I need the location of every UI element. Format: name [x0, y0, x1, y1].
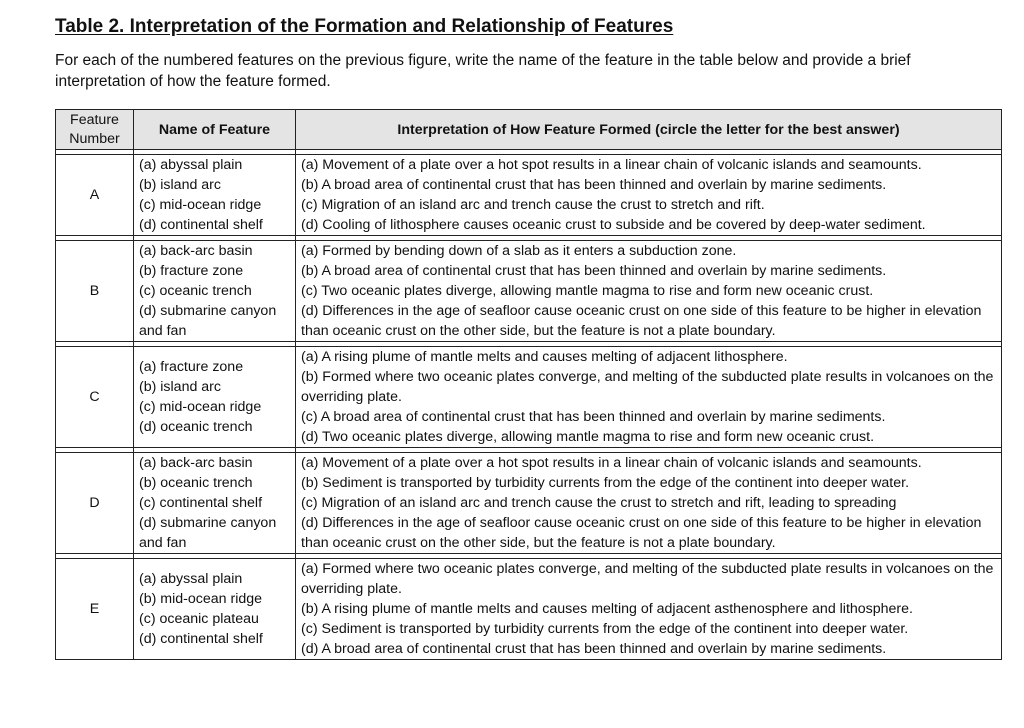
interpretation-option[interactable]: (a) Movement of a plate over a hot spot results in a linear chain of volcanic islands and seamounts. [301, 157, 922, 173]
interpretation-option[interactable]: (b) Sediment is transported by turbidity currents from the edge of the continent into deeper water. [301, 475, 910, 491]
interpretation-option[interactable]: (c) A broad area of continental crust that has been thinned and overlain by marine sediments. [301, 409, 886, 425]
feature-number: D [56, 453, 134, 554]
table-row-b [56, 241, 1002, 342]
interpretation-option[interactable]: (d) Differences in the age of seafloor cause oceanic crust on one side of this feature to be higher in elevation than oceanic crust on the other side, but the feature is not a plate boundary. [301, 303, 982, 339]
interpretation-option[interactable]: (c) Two oceanic plates diverge, allowing mantle magma to rise and form new oceanic crust. [301, 283, 874, 299]
table-row-d [56, 453, 1002, 554]
name-option[interactable]: (a) abyssal plain [139, 157, 243, 173]
name-option[interactable]: (a) fracture zone [139, 359, 244, 375]
header-feature-number [56, 110, 134, 150]
interpretation-options [296, 155, 1002, 236]
header-feature-number-line1: Feature [70, 111, 119, 128]
name-option[interactable]: (c) oceanic plateau [139, 611, 259, 627]
feature-name-options [134, 241, 296, 342]
name-option[interactable]: (a) back-arc basin [139, 243, 253, 259]
interpretation-options [296, 453, 1002, 554]
table-row-e [56, 559, 1002, 660]
name-option[interactable]: (c) mid-ocean ridge [139, 197, 262, 213]
features-table [55, 109, 1002, 660]
table-row-c [56, 347, 1002, 448]
interpretation-option[interactable]: (d) Differences in the age of seafloor cause oceanic crust on one side of this feature to be higher in elevation than oceanic crust on the other side, but the feature is not a plate boundary. [301, 515, 982, 551]
feature-number: A [56, 155, 134, 236]
name-option[interactable]: (b) island arc [139, 177, 222, 193]
name-option[interactable]: (b) island arc [139, 379, 222, 395]
name-option[interactable]: (a) back-arc basin [139, 455, 253, 471]
instructions-text: For each of the numbered features on the previous figure, write the name of the feature in the table below and provide a brief interpretation of how the feature formed. [55, 52, 911, 90]
feature-name-options [134, 453, 296, 554]
interpretation-option[interactable]: (c) Migration of an island arc and trench cause the crust to stretch and rift. [301, 197, 765, 213]
name-option[interactable]: (d) submarine canyon and fan [139, 303, 277, 339]
interpretation-options [296, 241, 1002, 342]
name-option[interactable]: (a) abyssal plain [139, 571, 243, 587]
interpretation-option[interactable]: (b) A broad area of continental crust that has been thinned and overlain by marine sediments. [301, 177, 887, 193]
feature-name-options [134, 347, 296, 448]
feature-number: B [56, 241, 134, 342]
name-option[interactable]: (b) mid-ocean ridge [139, 591, 263, 607]
name-option[interactable]: (d) oceanic trench [139, 419, 253, 435]
interpretation-option[interactable]: (d) Cooling of lithosphere causes oceanic crust to subside and be covered by deep-water sediment. [301, 217, 926, 233]
interpretation-option[interactable]: (a) Formed by bending down of a slab as it enters a subduction zone. [301, 243, 737, 259]
interpretation-option[interactable]: (c) Migration of an island arc and trench cause the crust to stretch and rift, leading to spreading [301, 495, 897, 511]
name-option[interactable]: (c) oceanic trench [139, 283, 252, 299]
interpretation-options [296, 559, 1002, 660]
name-option[interactable]: (c) continental shelf [139, 495, 263, 511]
interpretation-option[interactable]: (a) Movement of a plate over a hot spot results in a linear chain of volcanic islands and seamounts. [301, 455, 922, 471]
name-option[interactable]: (b) oceanic trench [139, 475, 253, 491]
interpretation-option[interactable]: (d) Two oceanic plates diverge, allowing mantle magma to rise and form new oceanic crust. [301, 429, 875, 445]
name-option[interactable]: (d) continental shelf [139, 631, 263, 647]
name-option[interactable]: (c) mid-ocean ridge [139, 399, 262, 415]
name-option[interactable]: (b) fracture zone [139, 263, 244, 279]
interpretation-option[interactable]: (b) A rising plume of mantle melts and causes melting of adjacent asthenosphere and lithosphere. [301, 601, 913, 617]
name-option[interactable]: (d) submarine canyon and fan [139, 515, 277, 551]
header-interpretation: Interpretation of How Feature Formed (circle the letter for the best answer) [296, 110, 1002, 150]
interpretation-option[interactable]: (c) Sediment is transported by turbidity currents from the edge of the continent into deeper water. [301, 621, 909, 637]
interpretation-option[interactable]: (b) Formed where two oceanic plates converge, and melting of the subducted plate results in volcanoes on the overriding plate. [301, 369, 994, 405]
feature-number: E [56, 559, 134, 660]
interpretation-option[interactable]: (d) A broad area of continental crust that has been thinned and overlain by marine sediments. [301, 641, 887, 657]
feature-number: C [56, 347, 134, 448]
feature-name-options [134, 155, 296, 236]
interpretation-options [296, 347, 1002, 448]
interpretation-option[interactable]: (a) A rising plume of mantle melts and causes melting of adjacent lithosphere. [301, 349, 788, 365]
header-feature-name: Name of Feature [134, 110, 296, 150]
table-row-a [56, 155, 1002, 236]
feature-name-options [134, 559, 296, 660]
worksheet-page [55, 14, 1001, 657]
interpretation-option[interactable]: (a) Formed where two oceanic plates converge, and melting of the subducted plate results in volcanoes on the overriding plate. [301, 561, 994, 597]
page-title: Table 2. Interpretation of the Formation and Relationship of Features [55, 16, 674, 37]
header-feature-number-line2: Number [69, 130, 120, 147]
name-option[interactable]: (d) continental shelf [139, 217, 263, 233]
table-header-row [56, 110, 1002, 150]
interpretation-option[interactable]: (b) A broad area of continental crust that has been thinned and overlain by marine sediments. [301, 263, 887, 279]
